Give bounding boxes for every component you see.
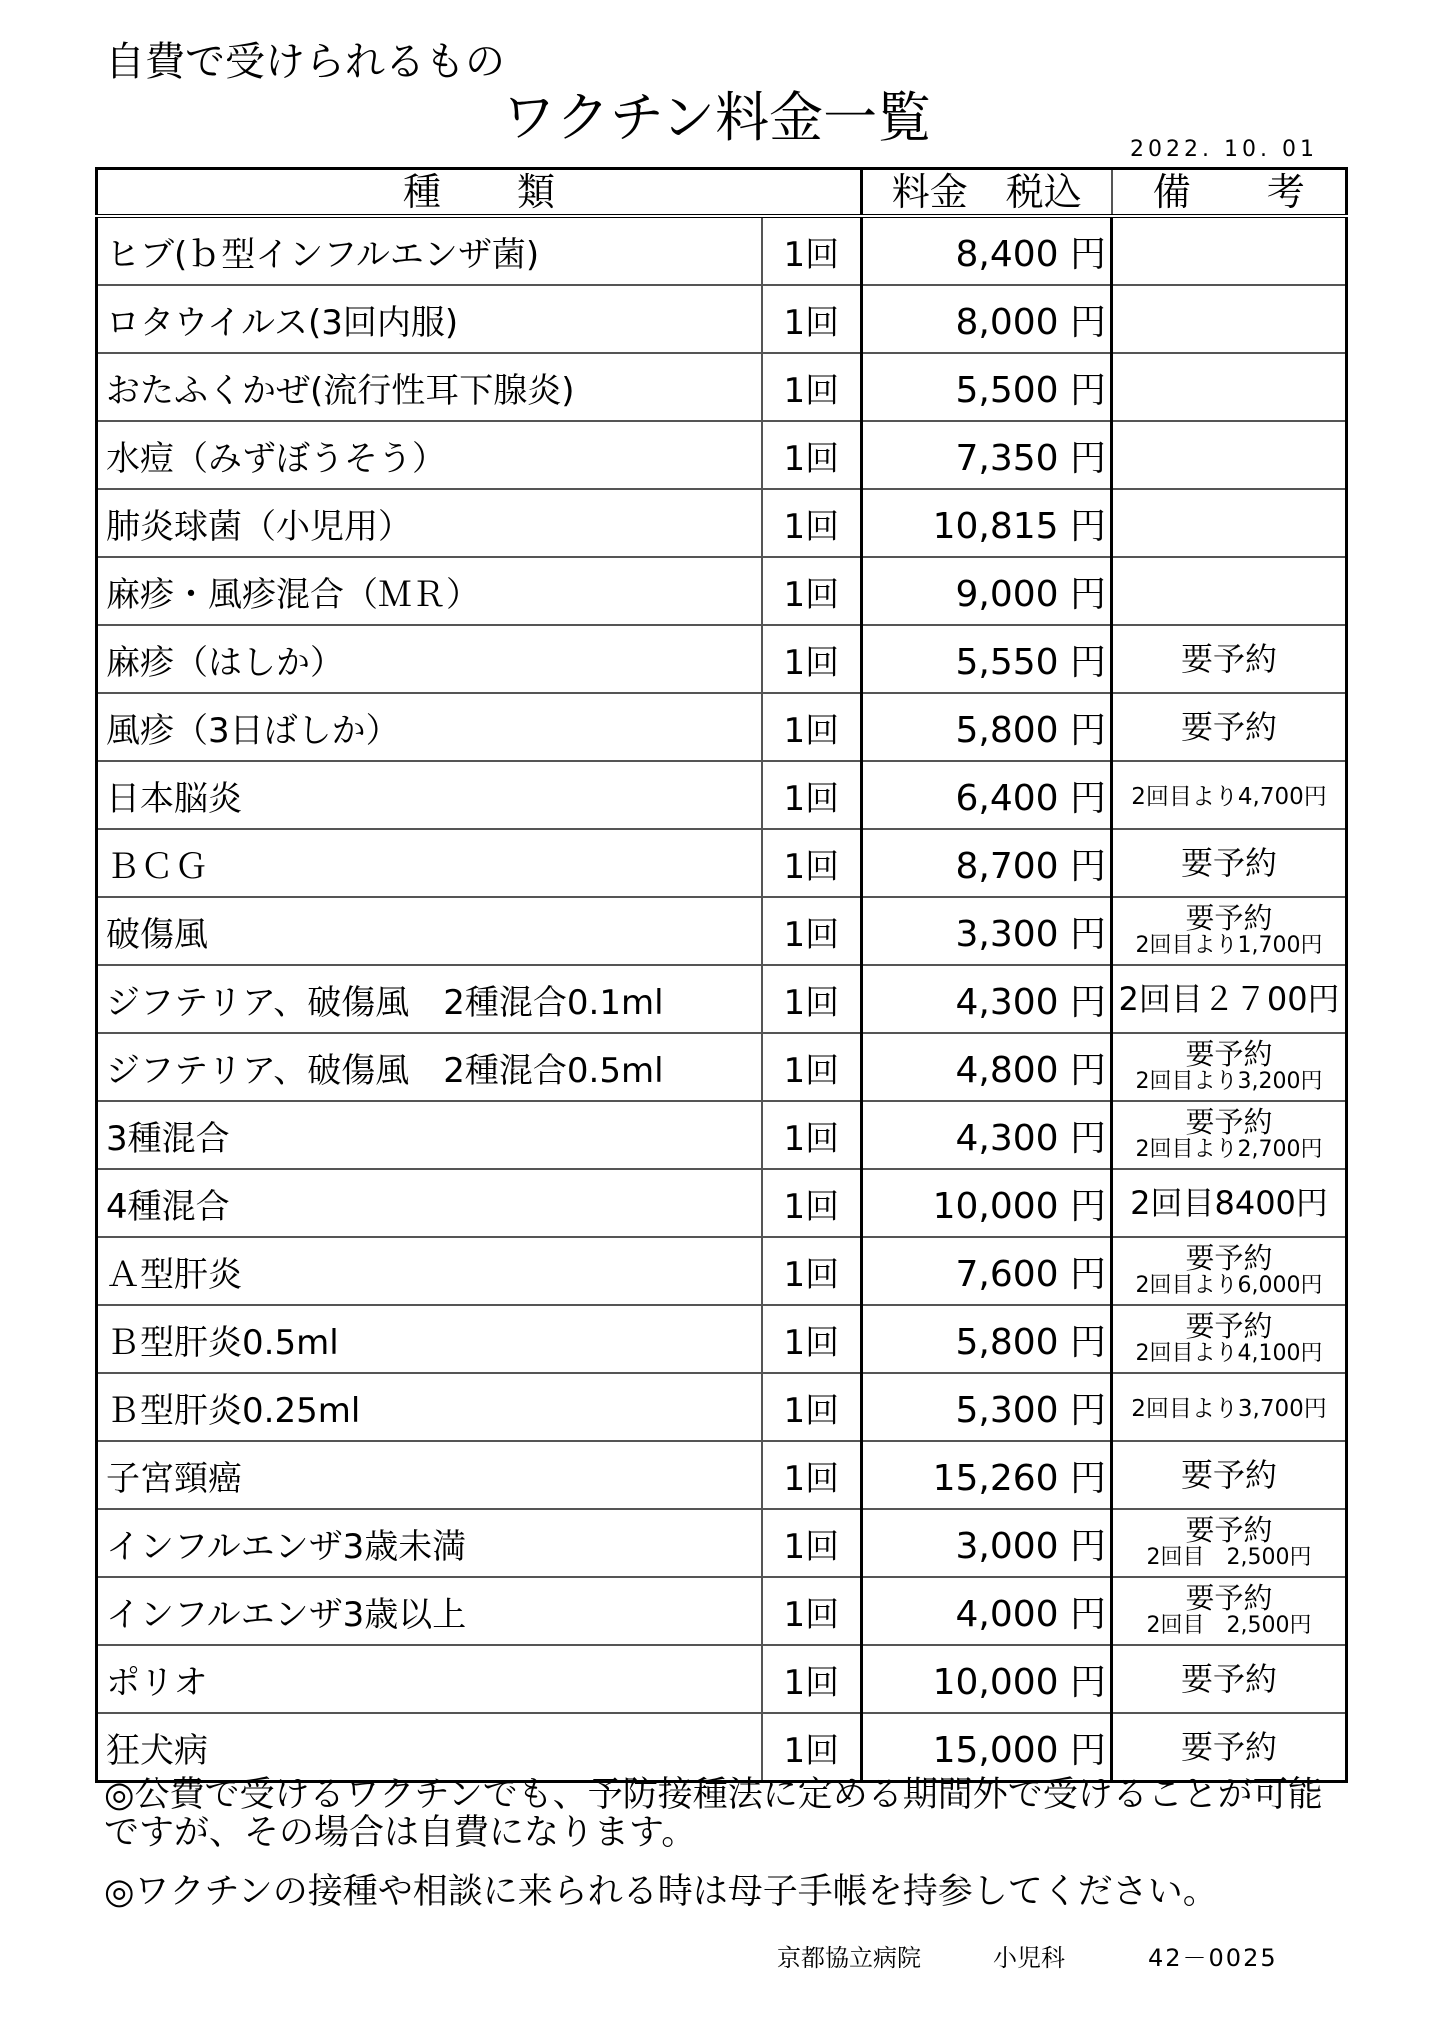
dose-count: 1回 [762, 353, 862, 421]
fee-amount: 4,300 円 [862, 1101, 1112, 1169]
dose-count: 1回 [762, 693, 862, 761]
table-row [97, 1645, 1347, 1713]
vaccine-name: ロタウイルス(3回内服) [97, 285, 762, 353]
fee-amount: 5,550 円 [862, 625, 1112, 693]
remarks-cell [1112, 761, 1347, 829]
table-row [97, 1577, 1347, 1645]
fee-amount: 10,000 円 [862, 1645, 1112, 1713]
dose-count: 1回 [762, 216, 862, 285]
remarks-cell [1112, 285, 1347, 353]
remarks-sub: 2回目より1,700円 [1135, 933, 1323, 958]
vaccine-name: 3種混合 [97, 1101, 762, 1169]
fee-amount: 3,300 円 [862, 897, 1112, 965]
dose-count: 1回 [762, 965, 862, 1033]
fee-amount: 3,000 円 [862, 1509, 1112, 1577]
remarks-sub: 2回目より4,100円 [1135, 1341, 1323, 1366]
remarks-cell [1112, 353, 1347, 421]
remarks-cell [1112, 1373, 1347, 1441]
remarks-sub: 2回目より2,700円 [1135, 1137, 1323, 1162]
fee-amount: 8,700 円 [862, 829, 1112, 897]
dose-count: 1回 [762, 1101, 862, 1169]
vaccine-name: Ａ型肝炎 [97, 1237, 762, 1305]
dose-count: 1回 [762, 557, 862, 625]
column-header-fee: 料金 税込 [862, 169, 1112, 217]
remarks-cell: 要予約 [1112, 1441, 1347, 1509]
fee-amount: 5,800 円 [862, 693, 1112, 761]
footnote-self-pay: ◎公費で受けるワクチンでも、予防接種法に定める期間外で受けることが可能ですが、その場合は自費になります。 [104, 1775, 1323, 1853]
column-header-type: 種 類 [97, 169, 862, 217]
remarks-cell [1112, 1305, 1347, 1373]
vaccine-name: おたふくかぜ(流行性耳下腺炎) [97, 353, 762, 421]
dose-count: 1回 [762, 1237, 862, 1305]
vaccine-name: 麻疹（はしか） [97, 625, 762, 693]
table-body [97, 216, 1347, 1782]
dose-count: 1回 [762, 1305, 862, 1373]
remarks-main: 要予約 [1185, 1037, 1273, 1071]
vaccine-name: インフルエンザ3歳未満 [97, 1509, 762, 1577]
table-row [97, 897, 1347, 965]
fee-amount: 4,800 円 [862, 1033, 1112, 1101]
remarks-main: 要予約 [1185, 901, 1273, 935]
remarks-text: 2回目より3,700円 [1131, 1396, 1327, 1422]
vaccine-name: 狂犬病 [97, 1713, 762, 1782]
department-name: 小児科 [993, 1944, 1065, 1972]
table-row [97, 1441, 1347, 1509]
fee-amount: 8,400 円 [862, 216, 1112, 285]
table-row [97, 1509, 1347, 1577]
column-header-remarks: 備 考 [1112, 169, 1347, 217]
vaccine-name: 肺炎球菌（小児用） [97, 489, 762, 557]
table-row [97, 353, 1347, 421]
remarks-cell [1112, 1101, 1347, 1169]
table-row [97, 1237, 1347, 1305]
fee-amount: 8,000 円 [862, 285, 1112, 353]
page-title: ワクチン料金一覧 [501, 86, 932, 149]
dose-count: 1回 [762, 1713, 862, 1782]
vaccine-name: Ｂ型肝炎0.25ml [97, 1373, 762, 1441]
hospital-name: 京都協立病院 [777, 1944, 921, 1972]
dose-count: 1回 [762, 1645, 862, 1713]
vaccine-name: 水痘（みずぼうそう） [97, 421, 762, 489]
dose-count: 1回 [762, 285, 862, 353]
table-row [97, 1305, 1347, 1373]
vaccine-name: ジフテリア、破傷風 2種混合0.1ml [97, 965, 762, 1033]
remarks-cell: 要予約 [1112, 1713, 1347, 1782]
remarks-sub: 2回目より3,200円 [1135, 1069, 1323, 1094]
table-row [97, 761, 1347, 829]
remarks-main: 要予約 [1185, 1309, 1273, 1343]
fee-amount: 10,815 円 [862, 489, 1112, 557]
vaccine-name: Ｂ型肝炎0.5ml [97, 1305, 762, 1373]
fee-amount: 10,000 円 [862, 1169, 1112, 1237]
dose-count: 1回 [762, 421, 862, 489]
fee-amount: 7,600 円 [862, 1237, 1112, 1305]
remarks-cell: 要予約 [1112, 829, 1347, 897]
vaccine-name: 4種混合 [97, 1169, 762, 1237]
table-row [97, 1373, 1347, 1441]
fee-amount: 4,000 円 [862, 1577, 1112, 1645]
dose-count: 1回 [762, 1577, 862, 1645]
vaccine-name: 風疹（3日ばしか） [97, 693, 762, 761]
remarks-cell: 要予約 [1112, 625, 1347, 693]
vaccine-name: ポリオ [97, 1645, 762, 1713]
table-row [97, 216, 1347, 285]
remarks-cell [1112, 216, 1347, 285]
dose-count: 1回 [762, 761, 862, 829]
vaccine-name: ＢＣＧ [97, 829, 762, 897]
dose-count: 1回 [762, 1509, 862, 1577]
dose-count: 1回 [762, 625, 862, 693]
vaccine-name: ヒブ(ｂ型インフルエンザ菌) [97, 216, 762, 285]
remarks-main: 要予約 [1185, 1105, 1273, 1139]
fee-amount: 7,350 円 [862, 421, 1112, 489]
subtitle: 自費で受けられるもの [105, 39, 505, 85]
table-row [97, 1101, 1347, 1169]
remarks-cell [1112, 1509, 1347, 1577]
phone-number: 42－0025 [1148, 1944, 1278, 1972]
remarks-cell [1112, 1577, 1347, 1645]
remarks-cell [1112, 557, 1347, 625]
vaccine-name: 子宮頸癌 [97, 1441, 762, 1509]
vaccine-name: 日本脳炎 [97, 761, 762, 829]
remarks-sub: 2回目 2,500円 [1146, 1613, 1312, 1638]
dose-count: 1回 [762, 1169, 862, 1237]
fee-amount: 5,300 円 [862, 1373, 1112, 1441]
remarks-cell [1112, 897, 1347, 965]
table-row [97, 1713, 1347, 1782]
table-row [97, 693, 1347, 761]
remarks-cell [1112, 1033, 1347, 1101]
remarks-cell [1112, 421, 1347, 489]
fee-amount: 9,000 円 [862, 557, 1112, 625]
vaccine-name: インフルエンザ3歳以上 [97, 1577, 762, 1645]
footnote-bring-handbook: ◎ワクチンの接種や相談に来られる時は母子手帳を持参してください。 [104, 1872, 1218, 1912]
remarks-sub: 2回目 2,500円 [1146, 1545, 1312, 1570]
dose-count: 1回 [762, 1373, 862, 1441]
table-row [97, 557, 1347, 625]
remarks-cell: 2回目8400円 [1112, 1169, 1347, 1237]
table-row [97, 1169, 1347, 1237]
remarks-cell: 2回目２７00円 [1112, 965, 1347, 1033]
dose-count: 1回 [762, 829, 862, 897]
vaccine-fee-table [95, 167, 1348, 1783]
remarks-main: 要予約 [1185, 1241, 1273, 1275]
fee-amount: 15,260 円 [862, 1441, 1112, 1509]
table-row [97, 829, 1347, 897]
dose-count: 1回 [762, 897, 862, 965]
remarks-cell [1112, 1237, 1347, 1305]
fee-amount: 6,400 円 [862, 761, 1112, 829]
remarks-main: 要予約 [1185, 1581, 1273, 1615]
remarks-cell [1112, 489, 1347, 557]
vaccine-name: 破傷風 [97, 897, 762, 965]
remarks-cell: 要予約 [1112, 693, 1347, 761]
issue-date: 2022. 10. 01 [1130, 137, 1318, 162]
remarks-main: 要予約 [1185, 1513, 1273, 1547]
vaccine-name: 麻疹・風疹混合（ＭＲ） [97, 557, 762, 625]
fee-amount: 5,800 円 [862, 1305, 1112, 1373]
table-row [97, 489, 1347, 557]
dose-count: 1回 [762, 489, 862, 557]
table-row [97, 285, 1347, 353]
fee-amount: 4,300 円 [862, 965, 1112, 1033]
table-row [97, 625, 1347, 693]
table-row [97, 1033, 1347, 1101]
remarks-sub: 2回目より6,000円 [1135, 1273, 1323, 1298]
remarks-text: 2回目より4,700円 [1131, 784, 1327, 810]
dose-count: 1回 [762, 1033, 862, 1101]
fee-amount: 15,000 円 [862, 1713, 1112, 1782]
vaccine-name: ジフテリア、破傷風 2種混合0.5ml [97, 1033, 762, 1101]
table-row [97, 421, 1347, 489]
table-header-row [97, 169, 1347, 217]
remarks-cell: 要予約 [1112, 1645, 1347, 1713]
fee-amount: 5,500 円 [862, 353, 1112, 421]
table-row [97, 965, 1347, 1033]
dose-count: 1回 [762, 1441, 862, 1509]
